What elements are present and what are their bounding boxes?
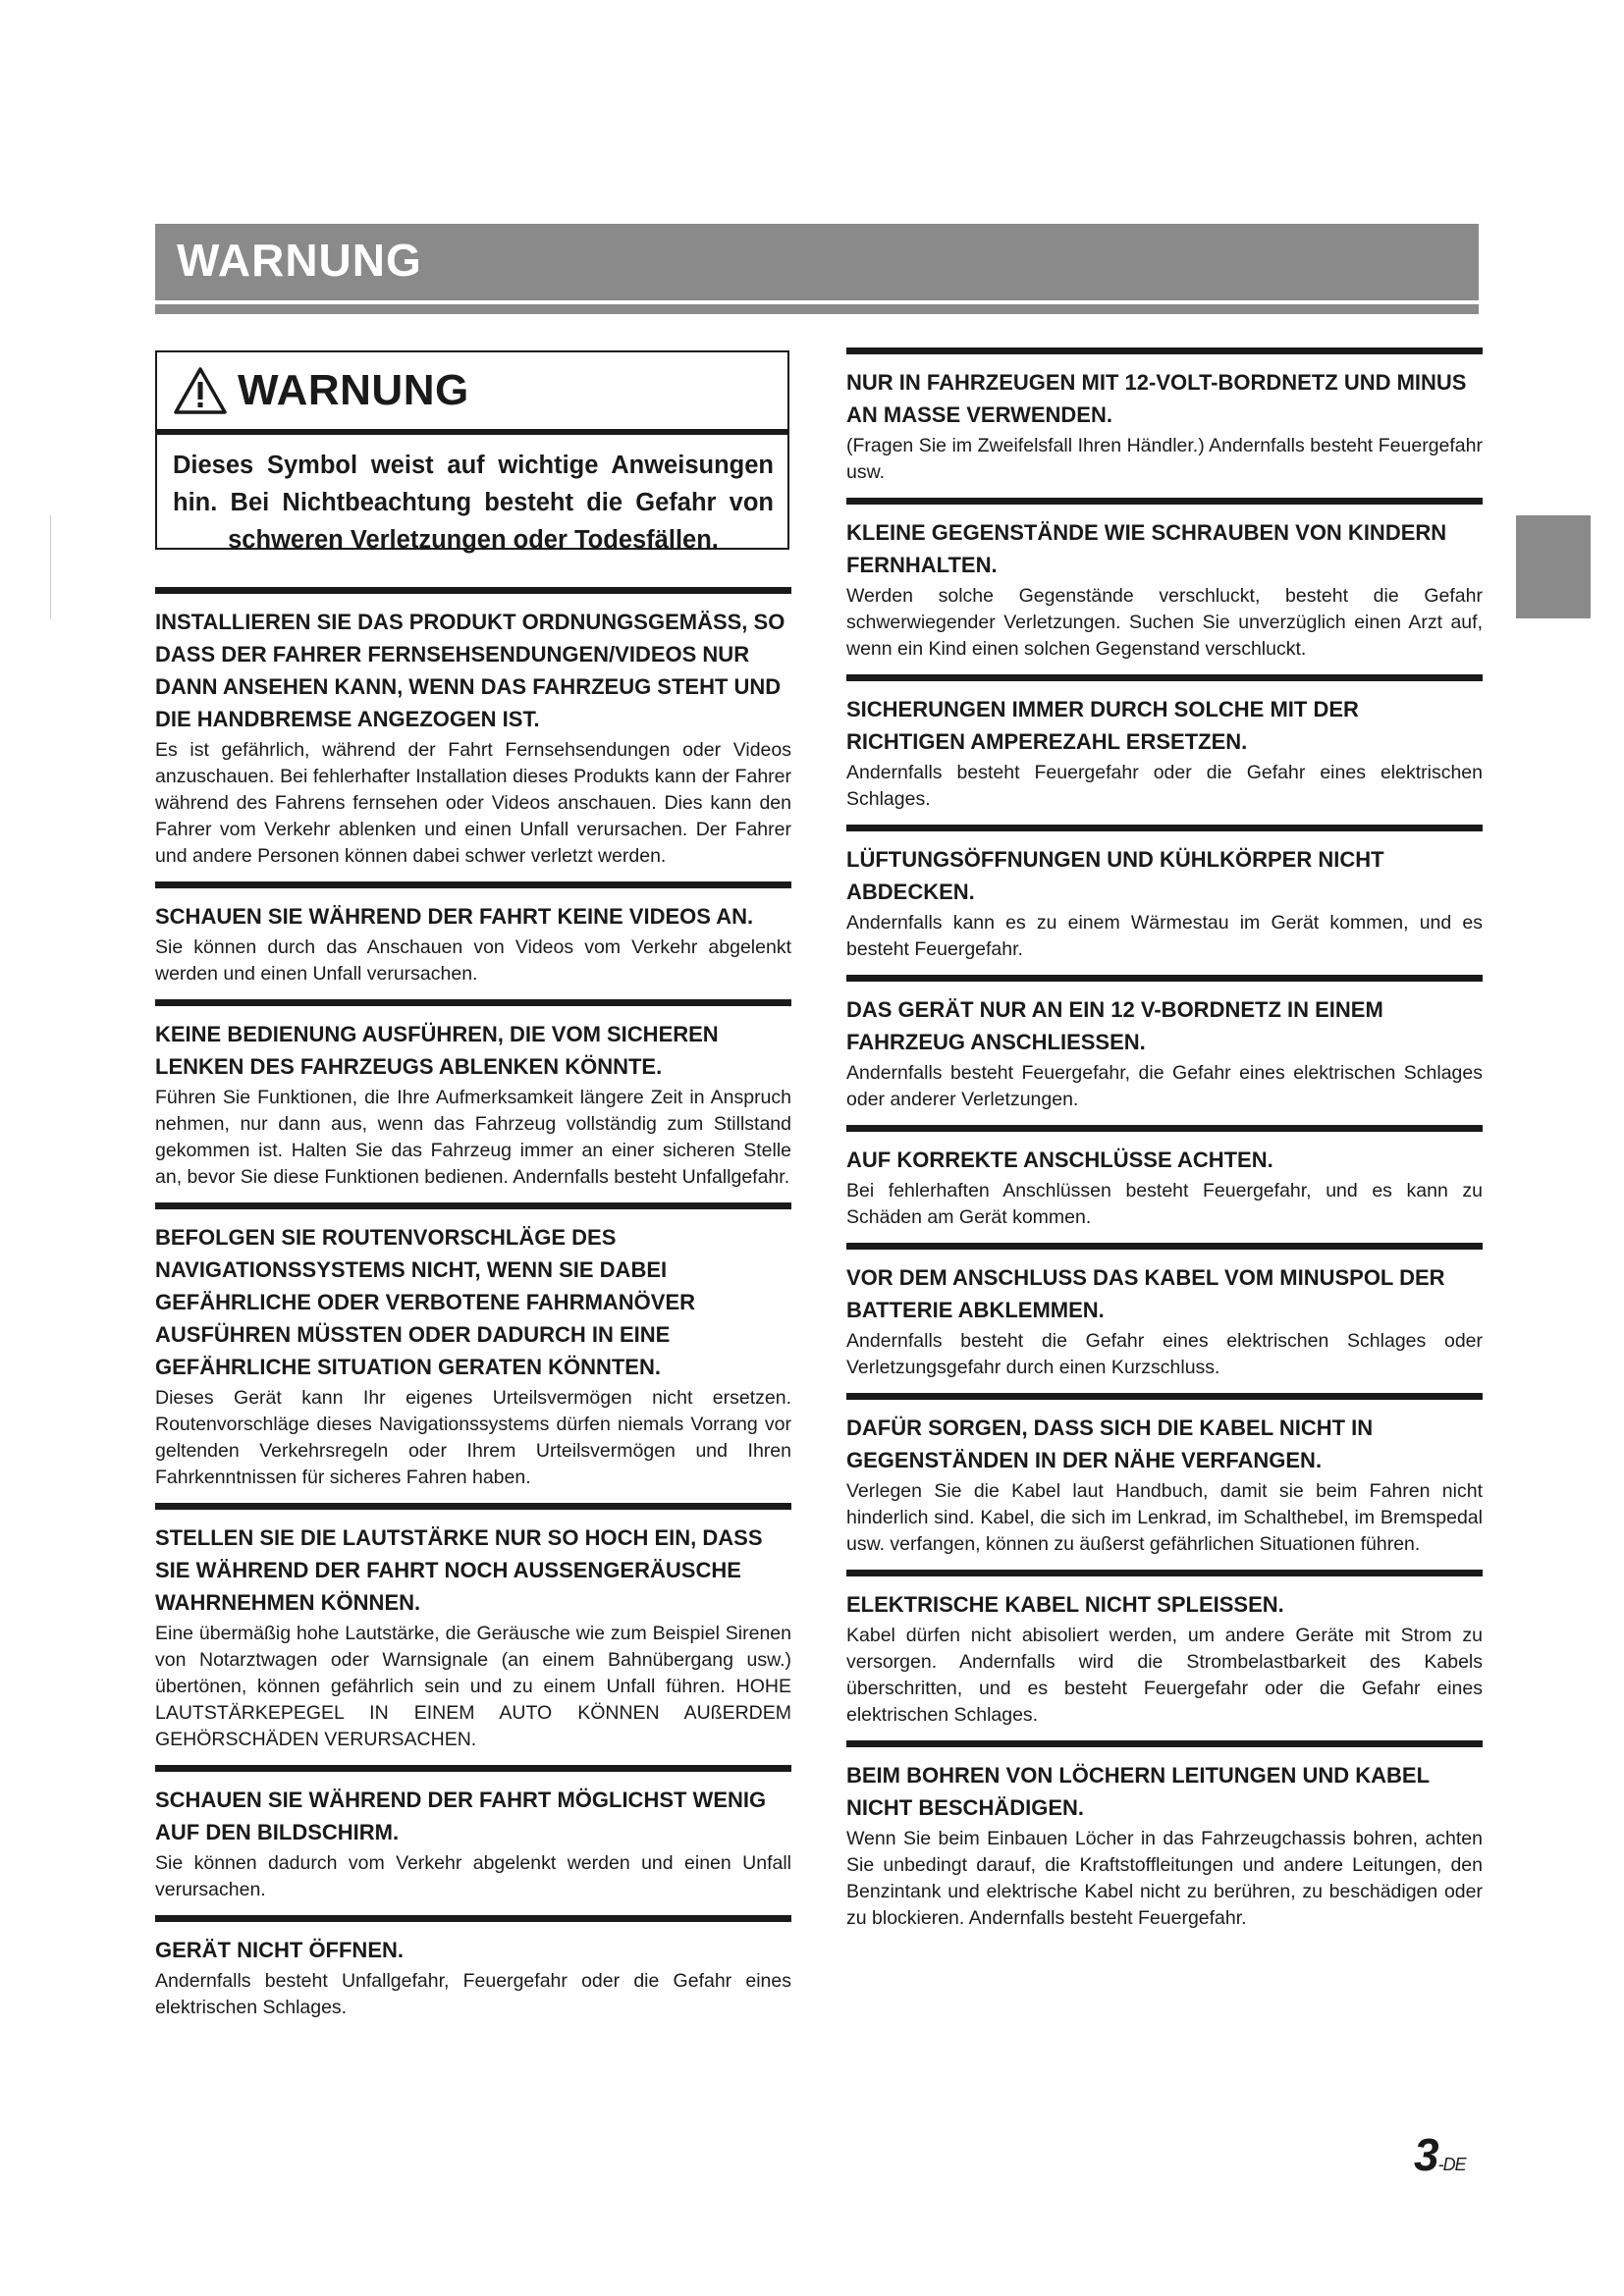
warning-section [846, 1393, 1483, 1570]
section-heading: ELEKTRISCHE KABEL NICHT SPLEISSEN. [846, 1592, 1284, 1617]
warning-box-text: Dieses Symbol weist auf wichtige Anweisungen hin. Bei Nichtbeachtung besteht die Gefahr von schweren Verletzungen oder Todesfällen. [173, 452, 774, 554]
warning-section [846, 674, 1483, 825]
section-heading: SICHERUNGEN IMMER DURCH SOLCHE MIT DER RICHTIGEN AMPEREZAHL ERSETZEN. [846, 697, 1359, 754]
banner-underline [155, 304, 1479, 314]
right-column [846, 347, 1483, 1944]
section-heading: NUR IN FAHRZEUGEN MIT 12-VOLT-BORDNETZ UND MINUS AN MASSE VERWENDEN. [846, 370, 1467, 427]
banner-title: WARNUNG [177, 235, 422, 286]
warning-triangle-icon [173, 366, 228, 415]
warning-section [155, 999, 791, 1202]
section-heading: KLEINE GEGENSTÄNDE WIE SCHRAUBEN VON KINDERN FERNHALTEN. [846, 520, 1447, 577]
section-heading: AUF KORREKTE ANSCHLÜSSE ACHTEN. [846, 1148, 1273, 1172]
section-text: Andernfalls besteht Feuergefahr, die Gefahr eines elektrischen Schlages oder anderer Verletzungen. [846, 1062, 1483, 1110]
section-text: Andernfalls besteht die Gefahr eines elektrischen Schlages oder Verletzungsgefahr durch einen Kurzschluss. [846, 1330, 1483, 1378]
section-banner [155, 224, 1479, 300]
section-heading: KEINE BEDIENUNG AUSFÜHREN, DIE VOM SICHEREN LENKEN DES FAHRZEUGS ABLENKEN KÖNNTE. [155, 1022, 719, 1079]
section-text: Wenn Sie beim Einbauen Löcher in das Fahrzeugchassis bohren, achten Sie unbedingt darauf, die Kraftstoffleitungen und andere Leitungen, den Benzintank und elektrische Kabel nicht zu berühren, zu beschädigen oder zu blockieren. Andernfalls besteht Feuergefahr. [846, 1828, 1483, 1929]
section-text: Sie können dadurch vom Verkehr abgelenkt werden und einen Unfall verursachen. [155, 1852, 791, 1900]
warning-section [155, 1765, 791, 1915]
section-text: Verlegen Sie die Kabel laut Handbuch, damit sie beim Fahren nicht hinderlich sind. Kabel, die sich im Lenkrad, im Schalthebel, im Bremspedal usw. verfangen, können zu äußerst gefährlichen Situationen führen. [846, 1480, 1483, 1555]
warning-section [155, 1915, 791, 2033]
warning-box-header [157, 352, 787, 435]
section-text: Sie können durch das Anschauen von Videos vom Verkehr abgelenkt werden und einen Unfall verursachen. [155, 936, 791, 985]
section-heading: BEFOLGEN SIE ROUTENVORSCHLÄGE DES NAVIGATIONSSYSTEMS NICHT, WENN SIE DABEI GEFÄHRLICHE ODER VERBOTENE FAHRMANÖVER AUSFÜHREN MÜSSTEN ODER DADURCH IN EINE GEFÄHRLICHE SITUATION GERATEN KÖNNTEN. [155, 1225, 696, 1379]
section-text: Bei fehlerhaften Anschlüssen besteht Feuergefahr, und es kann zu Schäden am Gerät kommen. [846, 1180, 1483, 1228]
margin-mark [50, 515, 51, 618]
warning-section [846, 1740, 1483, 1944]
section-text: Werden solche Gegenstände verschluckt, besteht die Gefahr schwerwiegender Verletzungen. Suchen Sie unverzüglich einen Arzt auf, wenn ein Kind einen solchen Gegenstand verschluckt. [846, 585, 1483, 660]
section-text: Andernfalls besteht Unfallgefahr, Feuergefahr oder die Gefahr eines elektrischen Schlages. [155, 1970, 791, 2018]
warning-box-title: WARNUNG [238, 366, 469, 414]
warning-section [846, 975, 1483, 1125]
section-text: Führen Sie Funktionen, die Ihre Aufmerksamkeit längere Zeit in Anspruch nehmen, nur dann aus, wenn das Fahrzeug vollständig zum Stillstand gekommen ist. Halten Sie das Fahrzeug immer an einer sicheren Stelle an, bevor Sie diese Funktionen bedienen. Andernfalls besteht Unfallgefahr. [155, 1087, 791, 1188]
warning-section [846, 498, 1483, 674]
section-heading: LÜFTUNGSÖFFNUNGEN UND KÜHLKÖRPER NICHT ABDECKEN. [846, 847, 1384, 904]
warning-section [846, 1243, 1483, 1393]
warning-section [846, 825, 1483, 975]
warning-section [155, 1503, 791, 1765]
section-text: Eine übermäßig hohe Lautstärke, die Geräusche wie zum Beispiel Sirenen von Notarztwagen oder Warnsignale (an einem Bahnübergang usw.) übertönen, können gefährlich sein und zu einem Unfall führen. HOHE LAUTSTÄRKEPEGEL IN EINEM AUTO KÖNNEN AUßERDEM GEHÖRSCHÄDEN VERURSACHEN. [155, 1623, 791, 1750]
warning-section [155, 881, 791, 999]
section-heading: SCHAUEN SIE WÄHREND DER FAHRT KEINE VIDEOS AN. [155, 904, 754, 929]
section-text: Kabel dürfen nicht abisoliert werden, um andere Geräte mit Strom zu versorgen. Andernfalls wird die Strombelastbarkeit des Kabels überschritten, und es besteht Feuergefahr oder die Gefahr eines elektrischen Schlages. [846, 1625, 1483, 1726]
warning-section [155, 1202, 791, 1503]
warning-section [155, 587, 791, 881]
section-text: Andernfalls besteht Feuergefahr oder die Gefahr eines elektrischen Schlages. [846, 762, 1483, 810]
page-number-suffix: -DE [1437, 2155, 1466, 2174]
section-heading: INSTALLIEREN SIE DAS PRODUKT ORDNUNGSGEMÄSS, SO DASS DER FAHRER FERNSEHSENDUNGEN/VIDEOS NUR DANN ANSEHEN KANN, WENN DAS FAHRZEUG STEHT UND DIE HANDBREMSE ANGEZOGEN IST. [155, 610, 785, 731]
warning-section [846, 1125, 1483, 1243]
section-heading: DAS GERÄT NUR AN EIN 12 V-BORDNETZ IN EINEM FAHRZEUG ANSCHLIESSEN. [846, 997, 1383, 1054]
section-text: Es ist gefährlich, während der Fahrt Fernsehsendungen oder Videos anzuschauen. Bei fehlerhafter Installation dieses Produkts kann der Fahrer während des Fahrens fernsehen oder Videos anschauen. Dies kann den Fahrer vom Verkehr ablenken und einen Unfall verursachen. Der Fahrer und andere Personen können dabei schwer verletzt werden. [155, 739, 791, 867]
section-heading: BEIM BOHREN VON LÖCHERN LEITUNGEN UND KABEL NICHT BESCHÄDIGEN. [846, 1763, 1430, 1820]
left-column [155, 587, 791, 2033]
section-heading: STELLEN SIE DIE LAUTSTÄRKE NUR SO HOCH EIN, DASS SIE WÄHREND DER FAHRT NOCH AUSSENGERÄUSCHE WAHRNEHMEN KÖNNEN. [155, 1525, 763, 1615]
section-text: Andernfalls kann es zu einem Wärmestau im Gerät kommen, und es besteht Feuergefahr. [846, 912, 1483, 960]
section-heading: VOR DEM ANSCHLUSS DAS KABEL VOM MINUSPOL DER BATTERIE ABKLEMMEN. [846, 1265, 1445, 1322]
page-number [1414, 2128, 1466, 2181]
warning-section [846, 347, 1483, 498]
warning-section [846, 1570, 1483, 1740]
section-text: Dieses Gerät kann Ihr eigenes Urteilsvermögen nicht ersetzen. Routenvorschläge dieses Navigationssystems dürfen niemals Vorrang vor geltenden Verkehrsregeln oder Ihrem Urteilsvermögen und Ihren Fahrkenntnissen für sicheres Fahren haben. [155, 1387, 791, 1488]
page-number-value: 3 [1414, 2129, 1438, 2180]
section-heading: DAFÜR SORGEN, DASS SICH DIE KABEL NICHT IN GEGENSTÄNDEN IN DER NÄHE VERFANGEN. [846, 1415, 1374, 1472]
section-heading: SCHAUEN SIE WÄHREND DER FAHRT MÖGLICHST WENIG AUF DEN BILDSCHIRM. [155, 1788, 767, 1844]
section-heading: GERÄT NICHT ÖFFNEN. [155, 1938, 404, 1962]
warning-symbol-box [155, 350, 789, 554]
chapter-tab [1516, 515, 1591, 618]
section-text: (Fragen Sie im Zweifelsfall Ihren Händler.) Andernfalls besteht Feuergefahr usw. [846, 435, 1483, 483]
